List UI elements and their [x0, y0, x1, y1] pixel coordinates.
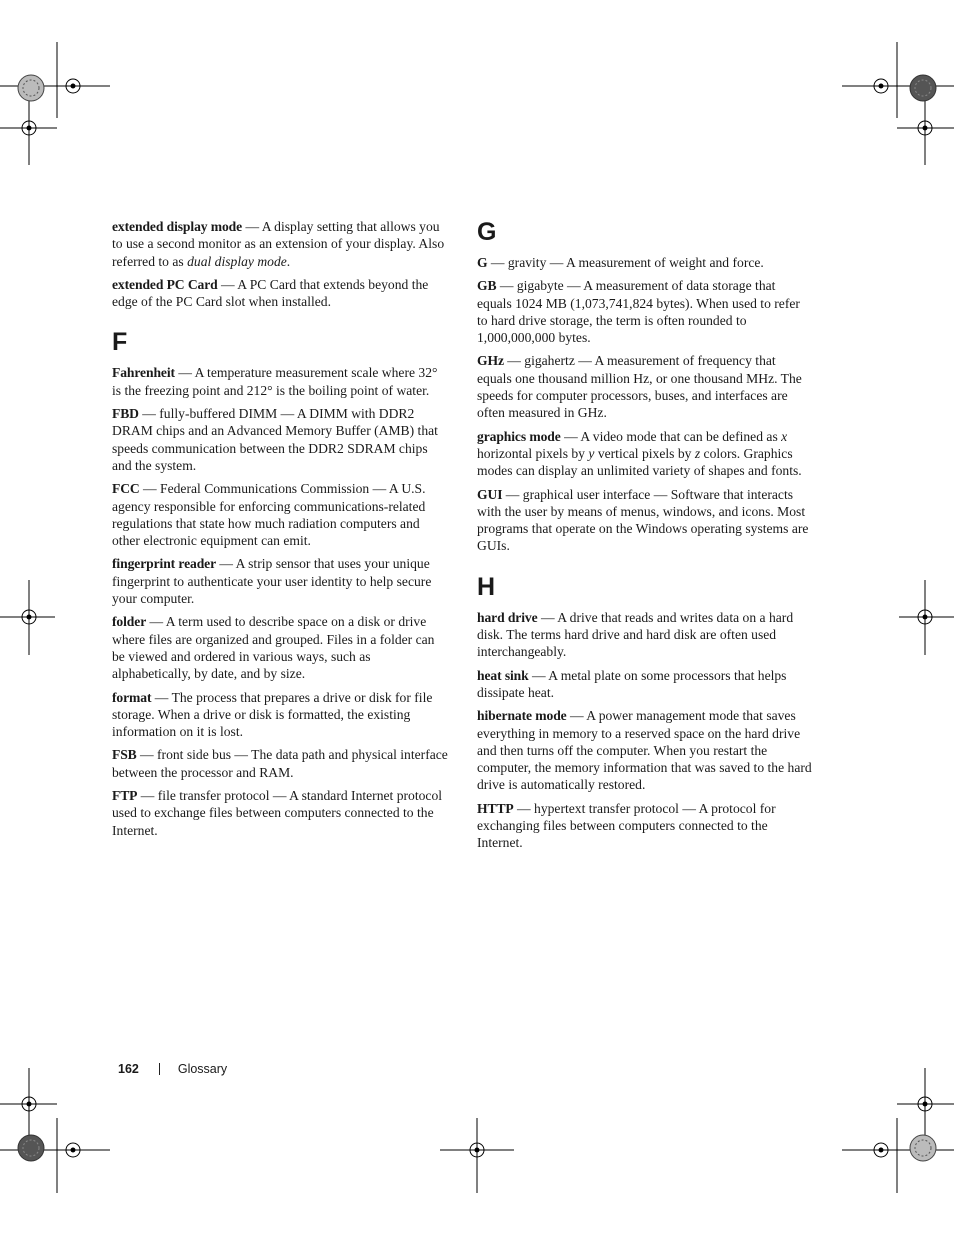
entry-separator: — — [138, 406, 160, 422]
entry-definition: A video mode that can be defined as — [580, 428, 782, 444]
entry-definition: front side bus — The data path and physical interface between the processor and RAM. — [112, 747, 448, 780]
entry-definition: The process that prepares a drive or disk for file storage. When a drive or disk is formatted, the existing information on it is lost. — [112, 689, 433, 740]
glossary-entry — [477, 609, 813, 661]
entry-term: hibernate mode — [477, 708, 567, 724]
entry-separator: — — [528, 667, 549, 683]
entry-separator: — — [513, 800, 535, 816]
page-footer — [118, 1062, 227, 1076]
entry-separator: — — [560, 428, 581, 444]
entry-italic: y — [588, 445, 595, 461]
entry-definition: A display setting that allows you to use a second monitor as an extension of your display. Also referred to as — [112, 219, 445, 269]
glossary-entry — [477, 428, 813, 480]
right-column — [477, 214, 813, 858]
glossary-entry — [112, 364, 448, 399]
footer-divider — [159, 1063, 160, 1075]
entry-term: G — [477, 255, 488, 270]
glossary-entry — [112, 405, 448, 474]
entry-term: extended display mode — [112, 219, 243, 234]
entry-term: folder — [112, 614, 147, 630]
entry-term: GUI — [477, 486, 503, 502]
entry-italic: dual display mode — [187, 253, 287, 269]
entry-separator: — — [217, 276, 238, 292]
glossary-entry — [477, 667, 813, 702]
entry-separator: — — [496, 278, 517, 294]
entry-separator: — — [139, 481, 161, 497]
entry-separator: — — [137, 788, 158, 804]
entry-definition: file transfer protocol — A standard Internet protocol used to exchange files between computers connected to the Internet. — [112, 788, 443, 838]
left-column — [112, 218, 448, 845]
entry-separator: — — [503, 353, 525, 369]
entry-definition: fully-buffered DIMM — A DIMM with DDR2 DRAM chips and an Advanced Memory Buffer (AMB) that speeds communication between the DDR2 SDRAM chips and the system. — [112, 406, 438, 473]
entry-definition: graphical user interface — Software that interacts with the user by means of menus, windows, and icons. Most programs that operate on the Windows operating systems are GUIs. — [477, 486, 809, 554]
entry-separator: — — [487, 255, 508, 270]
glossary-entry — [112, 480, 448, 549]
entry-separator: — — [566, 708, 587, 724]
entry-term: HTTP — [477, 800, 514, 816]
entry-term: FTP — [112, 788, 138, 804]
entry-term: graphics mode — [477, 428, 561, 444]
entry-definition: A strip sensor that uses your unique fingerprint to authenticate your user identity to help secure your computer. — [112, 556, 432, 607]
glossary-entry — [112, 613, 448, 682]
glossary-entry — [112, 555, 448, 607]
entry-separator: — — [136, 747, 158, 763]
entry-term: FSB — [112, 747, 137, 763]
section-heading-g: G — [477, 218, 497, 246]
entry-separator: — — [537, 609, 558, 625]
glossary-entry — [112, 746, 448, 781]
entry-definition: A metal plate on some processors that helps dissipate heat. — [477, 667, 787, 700]
entry-definition: Federal Communications Commission — A U.S. agency responsible for enforcing communications-related regulations that state how much radiation computers and other electronic equipment can emit. — [112, 481, 426, 549]
entry-term: FCC — [112, 481, 140, 497]
entry-italic: z — [694, 445, 701, 461]
entry-term: hard drive — [477, 609, 538, 625]
section-heading-f: F — [112, 328, 128, 357]
entry-definition: hypertext transfer protocol — A protocol for exchanging files between computers connected to the Internet. — [477, 800, 776, 851]
entry-term: fingerprint reader — [112, 556, 217, 572]
entry-separator: — — [146, 614, 166, 630]
entry-term: GHz — [477, 353, 504, 369]
entry-definition: gigabyte — A measurement of data storage that equals 1024 MB (1,073,741,824 bytes). When used to refer to hard drive storage, the term is often rounded to 1,000,000,000 bytes. — [477, 278, 800, 346]
entry-definition: A drive that reads and writes data on a hard disk. The terms hard drive and hard disk are often used interchangeably. — [477, 609, 794, 660]
entry-definition: gigahertz — A measurement of frequency that equals one thousand million Hz, or one thousand MHz. The speeds for computer processors, buses, and interfaces are often measured in GHz. — [477, 353, 802, 421]
entry-definition-end: . — [286, 253, 291, 269]
entry-definition: A term used to describe space on a disk or drive where files are organized and grouped. Files in a folder can be viewed and ordered in various ways, such as alphabetically, by date, and by size. — [112, 614, 435, 682]
glossary-entry — [112, 276, 448, 311]
entry-definition: vertical pixels by — [594, 445, 695, 461]
glossary-entry — [112, 689, 448, 741]
entry-definition: horizontal pixels by — [477, 445, 589, 461]
entry-term: format — [112, 689, 152, 705]
glossary-entry — [477, 277, 813, 346]
glossary-entry — [477, 352, 813, 421]
entry-separator: — — [151, 689, 172, 705]
entry-separator: — — [242, 219, 262, 234]
entry-definition: gravity — A measurement of weight and force. — [507, 255, 764, 270]
glossary-entry — [477, 486, 813, 555]
section-heading-h: H — [477, 572, 496, 601]
glossary-entry — [112, 787, 448, 839]
entry-italic: x — [781, 428, 788, 444]
glossary-entry — [477, 800, 813, 852]
glossary-entry — [112, 218, 448, 270]
entry-term: Fahrenheit — [112, 365, 175, 381]
entry-term: GB — [477, 278, 497, 294]
entry-term: heat sink — [477, 667, 529, 683]
entry-definition: A PC Card that extends beyond the edge of the PC Card slot when installed. — [112, 276, 429, 310]
entry-term: FBD — [112, 406, 139, 422]
glossary-entry — [477, 254, 813, 271]
entry-definition: A temperature measurement scale where 32° is the freezing point and 212° is the boiling point of water. — [112, 365, 438, 398]
footer-section-title: Glossary — [177, 1062, 228, 1076]
entry-separator: — — [174, 365, 195, 381]
entry-separator: — — [216, 556, 236, 572]
entry-definition: colors. Graphics modes can display an unlimited variety of shapes and fonts. — [477, 445, 802, 479]
glossary-entry — [477, 707, 813, 793]
entry-definition: A power management mode that saves everything in memory to a reserved space on the hard drive and then turns off the computer. When you restart the computer, the memory information that was saved to the hard drive is automatically restored. — [477, 708, 812, 793]
entry-separator: — — [502, 486, 523, 502]
entry-term: extended PC Card — [112, 276, 218, 292]
page-number: 162 — [118, 1062, 139, 1076]
